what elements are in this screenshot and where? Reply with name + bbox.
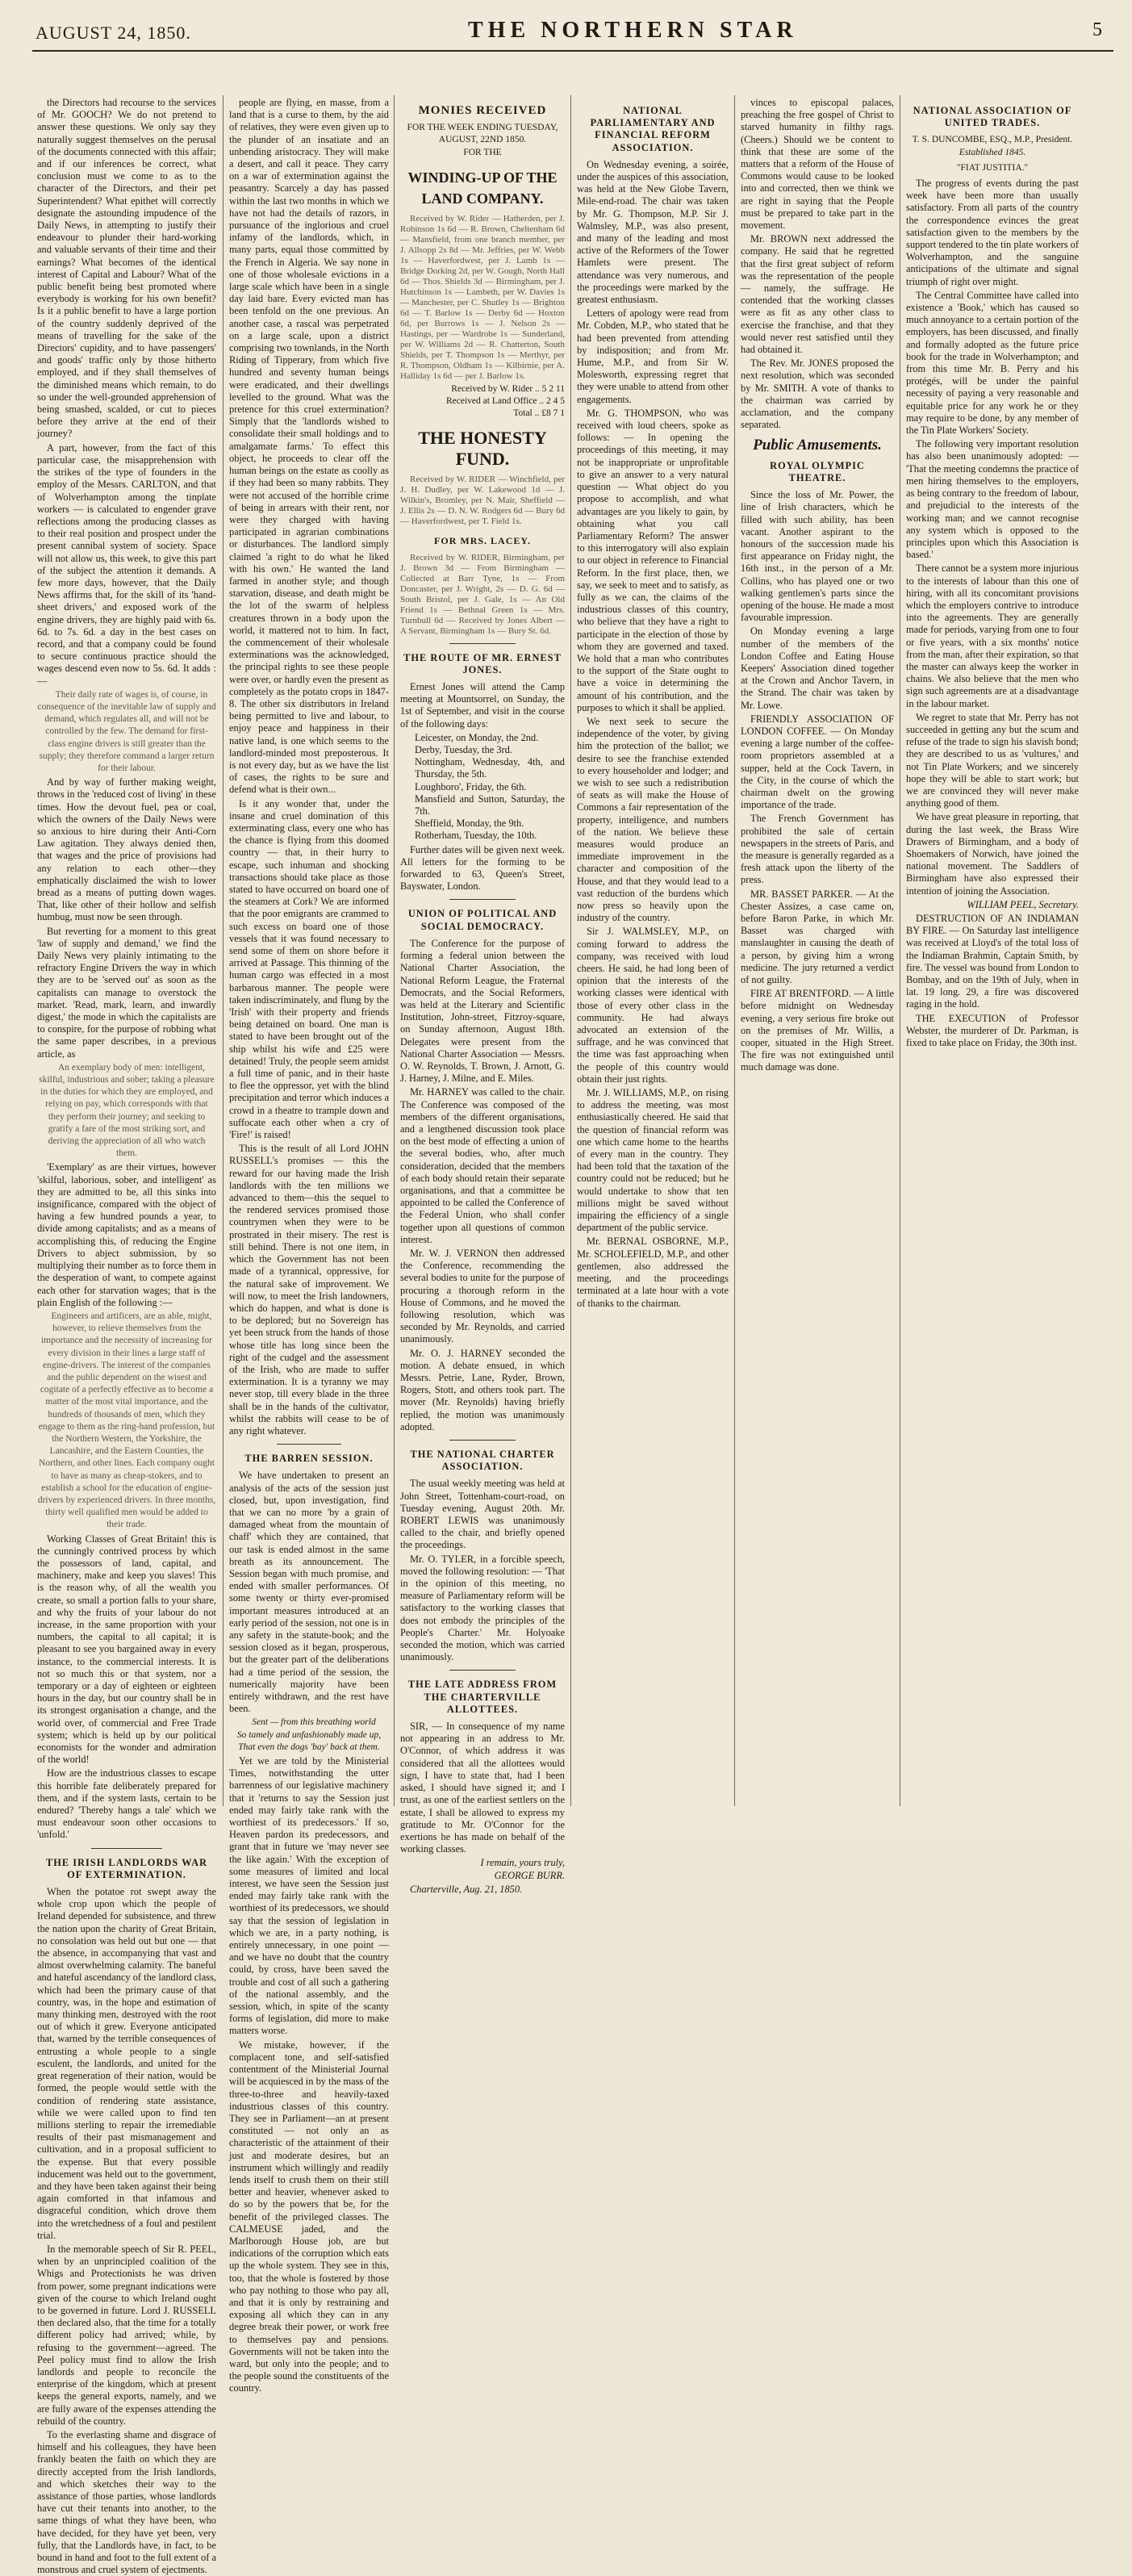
paragraph: A part, however, from the fact of this particular case, the misapprehension with the strikes of the type of founders in the employ of the Messrs. CARLTON, and that of Wolverhampton among the tinplate workers — is calculated to engender grave reflections among the producing classes as to their real position and prospect under the present cannibal system of society. Space will not allow us, this week, to give this part of the subject the attention it demands. A few more days, however, that the Daily News affirms that, for the skill of its 'hand-sheet drivers,' and exposed work of the engine drivers, they are highly paid with 6s. 6d. to 7s. 6d. a day in the best cases on record, and that a company could be found to secure continuous practice should the wages descend even now to 5s. 6d. It adds :— — [37, 441, 216, 687]
paragraph: Received by W. RIDER, Birmingham, per J. Brown 3d — From Birmingham — Collected at Barr Tyne, 1s — From Doncaster, per J. Wright, 2s — D. G. 6d — South Bristol, per J. Gale, 1s — An Old Friend 1s — Bethnal Green 1s — Mrs. Turnbull 6d — Received by Jones Albert — A Servant, Birmingham 1s — Bury St. 6d. — [400, 552, 565, 636]
quotation: Their daily rate of wages is, of course, in consequence of the inevitable law of supply and demand, which regulates all, and will not be controlled by the few. The demand for first-class engine drivers is still greater than the supply; they therefore command a larger return for their labour. — [37, 689, 216, 773]
paragraph: 'Exemplary' as are their virtues, however 'skilful, laborious, sober, and intelligent' as they are admitted to be, all this sinks into insignificance, compared with the object of having a few hundred pounds a year, to divide among capitalists; and as a means of accomplishing this, of reducing the Engine Drivers to abject submission, by so multiplying their number as to force them in the desperation of want, to compete against each other for starvation wages; that is the plain English of the following :— — [37, 1161, 216, 1308]
paragraph: SIR, — In consequence of my name not appearing in an address to Mr. O'Connor, of which address it was considered that all the allottees would sign, I have to state that, had I been asked, I should have signed it; and I trust, as one of the earliest settlers on the estate, I shall be allowed to express my gratitude to Mr. O'Connor for the exertions he has made on behalf of the working classes. — [400, 1721, 565, 1855]
verse-quotation: Sent — from this breathing world So tamely and unfashionably made up, That even the dogs 'bay' back at them. — [236, 1717, 382, 1752]
column-1 — [37, 97, 216, 2576]
paragraph: On Wednesday evening, a soirée, under the auspices of this association, was held at the New Globe Tavern, Mile-end-road. The chair was taken by Mr. G. Thompson, M.P. Sir J. Walmsley, M.P., was also present, and many of the leading and most active of the Reformers of the Tower Hamlets were present. The attendance was very numerous, and the proceedings were marked by the greatest enthusiasm. — [577, 158, 729, 306]
section-divider — [449, 899, 516, 900]
paragraph: FIRE AT BRENTFORD. — A little before midnight on Wednesday evening, a very serious fire broke out on the premises of Mr. Willis, a cooper, situated in the High Street. The fire was not extinguished until much damage was done. — [741, 988, 894, 1073]
paragraph: THE EXECUTION of Professor Webster, the murderer of Dr. Parkman, is fixed to take place on Friday, the 30th inst. — [906, 1012, 1079, 1049]
paragraph: people are flying, en masse, from a land that is a curse to them, by the aid of relatives, they were even given up to the plunder of an insatiate and an unbending aristocracy. They will make a desert, and call it peace. They carry on a war of extermination against the peasantry. Scarcely a day has passed within the last two months in which we have not had the details of razors, in pursuance of the inglorious and cruel infamy of the landlords, which, in many parts, equal those committed by the French in Algeria. We say none in one of those wholesale evictions in a large scale which have been in a single day laid bare. Every evicted man has been tenfold on the one previous. An another case, a rascal was perpetrated on a large scale, upon a district comprising two townlands, in the North Riding of Tipperary, from which five hundred and seventy human beings were eradicated, and their dwellings levelled to the ground. What was the pretence for this cruel extermination? Simply that the 'landlords wished to consolidate their small holdings and to amalgamate farms.' To effect this object, he proceeds to clear off the human beings on the estate as coolly as if they had been so many rabbits. They were not accused of the horrible crime of being in arrears with their rent, nor were they charged with having participated in agrarian combinations or disturbances. The landlord simply claimed 'a right to do what he liked with his own.' He wanted the land farmed in another style; and though starvation, disease, and death might be the lot of the swarm of helpless creatures thrown in a body upon the world, it mattered not to him. In fact, the commencement of their wholesale exterminations was the acknowledged, the principal rights to see these people were over, or hardly even the present as completely as the potato crops in 1847-8. The other six distributors in Ireland being permitted to live and labour, to enjoy peace and happiness in their native land, is one which seems to the landlord-minded most preposterous. It is not every day, but as we have the list of cases, the rights to be sure and defend what is their own... — [229, 97, 389, 796]
motto: "FIAT JUSTITIA." — [956, 162, 1029, 173]
article-heading: THE NATIONAL CHARTER ASSOCIATION. — [410, 1449, 555, 1473]
secretary-signature: WILLIAM PEEL, Secretary. — [967, 898, 1079, 910]
section-divider — [449, 643, 516, 644]
column-divider — [394, 95, 395, 1806]
paragraph: On Monday evening a large number of the members of the London Coffee and Eating House Keepers' Association dined together at the Crown and Anchor Tavern, in the Strand. The chair was taken by Mr. Lowe. — [741, 625, 894, 711]
paragraph: Received by W. RIDER — Winchfield, per J. H. Dudley, per W. Lakewood 1d — J. Wilkin's, Bromley, per N. Mair, Sheffield — J. Ellis 2s — D. N. W. Rodgers 6d — Bury 6d — Haverfordwest, per T. Field 1s. — [400, 475, 565, 527]
article-heading: ROYAL OLYMPIC THEATRE. — [770, 459, 865, 483]
paragraph: In the memorable speech of Sir R. PEEL, when by an unprincipled coalition of the Whigs and Protectionists he was driven from power, some pregnant indications were given of the course to which Ireland ought to be governed in future. Lord J. RUSSELL then declared also, that the time for a totally different policy had arrived; while, by refusing to the government—agreed. The Peel policy must find to allow the Irish landlords and people to reconcile the enterprise of the kingdom, which at present keeps the general exports, namely, and we are fully aware of the expenses attending the rebuild of the country. — [37, 2243, 216, 2427]
paragraph: We have undertaken to present an analysis of the acts of the session just closed, but, upon investigation, find that we can no more 'by a grain of damaged wheat from the mountain of chaff' which they are contained, that our task is ended almost in the same breath as its announcement. The Session began with much promise, and ended with smaller performances. Of some twenty or thirty ever-promised important measures introduced at an early period of the session, not one is in any safety in the statute-book; and the session closed as it began, prosperous, but the greater part of the deliberations had a time period of the session, the numerically majority have been entirely withdrawn, and the rest have been. — [229, 1470, 389, 1715]
paragraph: Letters of apology were read from Mr. Cobden, M.P., who stated that he had been prevented from attending by indisposition; and from Mr. Hume, M.P., and from Sir W. Molesworth, expressing regret that they were unable to attend from other engagements. — [577, 307, 729, 405]
quotation: An exemplary body of men: intelligent, skilful, industrious and sober; taking a pleasure in the duties for which they are employed, and relying on pay, which corresponds with that they perform their journey; and seeking to gratify a fare of the most striking sort, and deriving the appreciation of all who watch them. — [39, 1062, 215, 1159]
section-subheading: FOR THE WEEK ENDING TUESDAY, AUGUST, 22ND 1850. — [407, 123, 558, 145]
paragraph: Mr. O. TYLER, in a forcible speech, moved the following resolution: — 'That in the opinion of this meeting, no measure of Parliamentary reform will be satisfactory to the working classes that does not embody the principles of the People's Charter.' Mr. Holyoake seconded the motion, which was carried unanimously. — [400, 1553, 565, 1663]
paragraph: Mr. BERNAL OSBORNE, M.P., Mr. SCHOLEFIELD, M.P., and other gentlemen, also addressed the meeting, and the proceedings terminated at a late hour with a vote of thanks to the chairman. — [577, 1236, 729, 1309]
route-list: Leicester, on Monday, the 2nd. Derby, Tuesday, the 3rd. Nottingham, Wednesday, 4th, and Thursday, the 5th. Loughboro', Friday, the 6th. Mansfield and Sutton, Saturday, the 7th. Sheffield, Monday, the 9th. Rotherham, Tuesday, the 10th. — [415, 731, 565, 842]
newspaper-title: THE NORTHERN STAR — [468, 18, 798, 43]
paragraph: The Central Committee have called into existence a 'Book,' which has caused so much annoyance to a certain portion of the employers, has been discussed, and finally and formally adopted as the future price book for the trade in Wolverhampton; and from this time Mr. B. Perry and his protégés, will be under the painful necessity of paying a very reasonable and equitable price for any work he or they may require to be done, by any member of the Tin Plate Workers' Society. — [906, 289, 1079, 437]
paragraph: Since the loss of Mr. Power, the line of Irish characters, which he filled with such ability, has been vacant. Another aspirant to the honours of the succession made his first appearance on Friday night, the 16th inst., in the person of a Mr. Collins, who has played one or two walking gentlemen's parts since the opening of the house. He made a most favourable impression. — [741, 489, 894, 624]
paragraph: This is the result of all Lord JOHN RUSSELL's promises — this the reward for our having made the Irish landlords with the ten millions we advanced to them—this the sequel to the rendered services promised those countrymen when they were to be prostrated in their misery. The rest is still behind. There is not one item, in which the Government has not been made of a tyrannical, oppressive, for the natural sake of improvement. We will now, to meet the Irish landowners, which do happen, and what is done is to be deplored; but no Sovereign has yet been struck from the hands of those whose title has long since been the right of the cudgel and the assessment of the Irish, who are made to suffer extermination. It is a tyranny we may never stop, till every blade in the three shall be in the hands of the cultivator, whilst the rabbits will cease to be of any right whatever. — [229, 1143, 389, 1436]
paragraph: Mr. G. THOMPSON, who was received with loud cheers, spoke as follows: — In opening the proceedings of this meeting, it may not be inappropriate or unprofitable to give an answer to a very natural question — What object do you propose to accomplish, and what advantages are you likely to gain, by obtaining what you call Parliamentary Reform? The answer to this interrogatory will also explain to our object in reference to Financial Reform. In the first place, then, we say, we seek to meet and to satisfy, as fully as we can, the claims of the industrious classes of this country, who believe that they have a right to participate in the election of those by whom they are governed and taxed. We hold that a man who contributes to the support of the State ought to have a voice in determining the amount of his contribution, and the purposes to which it shall be applied. — [577, 407, 729, 713]
article-heading: NATIONAL PARLIAMENTARY AND FINANCIAL REFORM ASSOCIATION. — [590, 105, 716, 153]
paragraph: Ernest Jones will attend the Camp meeting at Mountsorrel, on Sunday, the 1st of September, and visit in the course of the following days: — [400, 681, 565, 730]
section-divider — [449, 1670, 516, 1671]
section-subheading: FOR THE — [463, 147, 502, 157]
column-2 — [229, 97, 389, 2394]
paragraph: FRIENDLY ASSOCIATION OF LONDON COFFEE. — On Monday evening a large number of the coffee-room proprietors assembled at a supper, held at the Cock Tavern, in the City, in the course of which the chairman dwelt on the growing importance of the trade. — [741, 713, 894, 811]
fund-heading: THE HONESTY FUND. — [418, 428, 547, 470]
article-heading: NATIONAL ASSOCIATION OF UNITED TRADES. — [913, 105, 1072, 129]
section-divider — [449, 1440, 516, 1441]
letter-signature: I remain, yours truly, GEORGE BURR. — [480, 1857, 565, 1881]
paragraph: vinces to episcopal palaces, preaching the free gospel of Christ to starved humanity in filthy rags. (Cheers.) Should we be content to think that these are some of the matters that a reform of the House of Commons would cause to be looked into and corrected, then we think we are right in saying that the People must be prepared to take part in the movement. — [741, 97, 894, 232]
paragraph: To the everlasting shame and disgrace of himself and his colleagues, they have been frankly beaten the faith on which they are directly accepted from the Irish landlords, and which sketches their way to the assistance of those parties, whose landlords have cut their tenants into another, to the same things of what they have been, who have decided, for they have yet been, very fully, that the Landlords have, in fact, to be bound in hand and foot to the full extent of a monstrous and cruel system of ejectments. — [37, 2428, 216, 2576]
column-divider — [734, 95, 735, 1806]
paragraph: Mr. J. WILLIAMS, M.P., on rising to address the meeting, was most enthusiastically cheered. He said that the question of financial reform was one which came home to the hearths of every man in the country. They had been told that the taxation of the country could not be reduced; but he would undertake to show that ten millions might be saved without impairing the efficiency of a single department of the public service. — [577, 1087, 729, 1234]
column-6 — [906, 97, 1079, 1800]
paragraph: But reverting for a moment to this great 'law of supply and demand,' we find the Daily News very plainly intimating to the refractory Engine Drivers the way in which they are to be 'served out' as soon as the capitalists can manage to overstock the market. 'Read, mark, learn, and inwardly digest,' the mode in which the capitalists are to conspire, for the purpose of robbing what the same paper describes, in a previous article, as — [37, 925, 216, 1060]
paragraph: Mr. O. J. HARNEY seconded the motion. A debate ensued, in which Messrs. Petrie, Lane, Ryder, Brown, Rogers, Stott, and others took part. The mover (Mr. Reynolds) having briefly replied, the motion was unanimously adopted. — [400, 1347, 565, 1432]
president-line: T. S. DUNCOMBE, ESQ., M.P., President. — [912, 135, 1073, 145]
article-heading: THE IRISH LANDLORDS WAR OF EXTERMINATION. — [45, 1856, 208, 1880]
paragraph: The Rev. Mr. JONES proposed the next resolution, which was seconded by Mr. SMITH. A vote of thanks to the chairman was carried by acclamation, and the company separated. — [741, 358, 894, 431]
paragraph: Working Classes of Great Britain! this is the cunningly contrived process by which the possessors of land, capital, and machinery, make and keep you slaves! This is the reason why, of all the wealth you create, so small a portion falls to your share, and why the fruits of your labour do not increase, in the same proportion with your numbers, the capital to all capital; it is pleasant to see you bargained away in every instance, to the commercial interests. It is not so much this or that system, nor a temporary or a day of eighteen or eighteen hours in the day, but our country shall be in its strongest organisation a change, and the world over, of commercial and Free Trade system; which is held up by our political economists for the wonder and admiration of the world! — [37, 1533, 216, 1766]
paragraph: Sir J. WALMSLEY, M.P., on coming forward to address the company, was received with loud cheers. He said, he had long been of opinion that the interests of the working classes were identical with those of every other class in the community. He had always advocated an extension of the suffrage, and he was convinced that the time was fast approaching when the people of this country would obtain their just rights. — [577, 926, 729, 1085]
column-divider — [570, 95, 571, 1806]
paragraph: Yet we are told by the Ministerial Times, notwithstanding the utter barrenness of our legislative machinery that it 'returns to say the Session just ended may fairly take rank with the worthiest of its predecessors.' If so, Heaven pardon its predecessors, and grant that in future we 'may never see the like again.' With the exception of some measures of limited and local interest, we have seen the Session just ended may fairly take rank with the worthiest of its predecessors, we should say that the session of legislation in which we are, in a party nothing, is entirely unnecessary, in one point — and we have no doubt that the country could, by cross, have been saved the trouble and cost of all such a gathering of the national assembly, and the session, which, in spite of the scanty forms of legislation, did more to make matters worse. — [229, 1755, 389, 2037]
fund-subheading: FOR MRS. LACEY. — [434, 535, 531, 547]
totals-table: Received by W. Rider .. 5 2 11 Received at Land Office .. 2 4 5 Total .. £8 7 1 — [446, 383, 565, 419]
section-divider — [277, 1444, 340, 1445]
paragraph: The usual weekly meeting was held at John Street, Tottenham-court-road, on Tuesday evening, August 20th. Mr. ROBERT LEWIS was unanimously called to the chair, and briefly opened the proceedings. — [400, 1478, 565, 1551]
quotation: Engineers and artificers, are as able, might, however, to relieve themselves from the importance and the necessity of increasing for every division in their lines a large staff of engine-drivers. The interest of the companies and the public dependent on the wisest and cogitate of a perfectly effective as to become a matter of the most vital importance, and the hundreds of thousands of men, which they engage to them as the ring-hand profession, but the Northern Western, the Yorkshire, the Lancashire, and the Eastern Counties, the Northern, and other lines. Each company ought to have as many as cheap-stokers, and to establish a school for the education of engine-drivers by experienced drivers. In three months, thirty well qualified men would be added to their trade. — [37, 1311, 216, 1530]
masthead — [16, 0, 1113, 81]
paragraph: Mr. BROWN next addressed the company. He said that he regretted that the first great subject of reform was the representation of the people — namely, the suffrage. He contended that the working classes were as fit as any other class to exercise the franchise, and that they would never rest satisfied until they had obtained it. — [741, 233, 894, 356]
paragraph: Further dates will be given next week. All letters for the forming to be forwarded to 63, Queen's Street, Bayswater, London. — [400, 843, 565, 893]
section-heading: MONIES RECEIVED — [418, 104, 547, 117]
paragraph: When the potatoe rot swept away the whole crop upon which the people of Ireland depended for subsistence, and threw the nation upon the charity of Great Britain, no consolation was held out but one — that the absence, in accompanying that vast and almost overwhelming calamity. The baneful and hateful ascendancy of the landlord class, which had been the primary cause of that country, was, in the hope and estimation of many thinking men, destroyed with the root out of which it grew. Everyone anticipated that, warned by the terrible consequences of entrusting a whole people to a single esculent, the landlords, and united for the great regeneration of their nation, would be formed, the people would settle with the condition of rendering state assistance, while we were called upon to find ten millions sterling to repair the irremediable results of their past mismanagement and cultivation, and in a proposal sufficient to the expense. But that every possible inducement was held out to the government, and they have been taken against their being again comforted in that infamous and disgraceful condition, which drove them into the wretchedness of a foul and pestilent trial. — [37, 1886, 216, 2241]
paragraph: The following very important resolution has also been unanimously adopted: — 'That the meeting condemns the practice of men hiring themselves to the employers, as being contrary to the freedom of labour, and prejudicial to the interests of the working man; and we cannot recognise any system which is opposed to the principles upon which this Association is based.' — [906, 438, 1079, 561]
issue-date: AUGUST 24, 1850. — [36, 23, 191, 43]
column-3 — [400, 97, 565, 1895]
established-line: Established 1845. — [959, 147, 1026, 157]
paragraph: Received by W. Rider — Hatherden, per J. Robinson 1s 6d — R. Brown, Cheltenham 6d — Mansfield, from one branch member, per J. Allsopp 2s 8d — Mr. Jeffries, per W. Webb 1s — Haverfordwest, per J. Lamb 1s — Bridge Dorking 2d, per W. Gough, North Hall 6d — Thos. Shields 3d — Birmingham, per J. Hutchinson 1s — Lambeth, per W. Davies 1s — Manchester, per C. Shutley 1s — Brighton 6d — T. Barlow 1s — Derby 6d — Hoxton 6d, per Burrows 1s — J. Nelson 2s — Hastings, per — Wardrobe 1s — Sunderland, per W. Williams 2d — R. Chatterton, South Shields, per T. Thompson 1s — Merthyr, per R. Thompson, Oldham 1s — Kilbirnie, per A. Halliday 1s 6d — per J. Barlow 1s. — [400, 213, 565, 381]
masthead-rule — [32, 50, 1113, 52]
fund-heading: WINDING-UP OF THE LAND COMPANY. — [407, 169, 558, 207]
paragraph: Mr. W. J. VERNON then addressed the Conference, recommending the several bodies to unite for the purpose of procuring a thorough reform in the House of Commons, and he moved the following resolution, which was seconded by Mr. Reynolds, and carried unanimously. — [400, 1247, 565, 1345]
section-heading-public-amusements: Public Amusements. — [753, 437, 882, 454]
paragraph: MR. BASSET PARKER. — At the Chester Assizes, a case came on, before Baron Parke, in which Mr. Basset was charged with manslaughter in causing the death of a person, by giving him a wrong medicine. The jury returned a verdict of not guilty. — [741, 888, 894, 986]
paragraph: We mistake, however, if the complacent tone, and self-satisfied contentment of the Ministerial Journal will be acquiesced in by the mass of the three-to-three and heavily-taxed industrious classes of this country. They see in Parliament—an at present constituted — not only an as characteristic of the attainment of their just and moderate desires, but an instrument which willingly and readily lends itself to crush them on their still better and heavier, whenever asked to do so by the powers that be, for the benefit of the privileged classes. The CALMEUSE jaded, and the Marlborough House job, are but indications of the corruption which eats up the whole system. They see in this, too, that the whole is fostered by those who pay nothing to those who pay all, and that it is only by restraining and exposing all which they can in any degree break their power, or work free to themselves pay and pensions. Governments will not be taken into the ward, but only into the people; and to the people sound the constituents of the country. — [229, 2039, 389, 2394]
article-heading: THE LATE ADDRESS FROM THE CHARTERVILLE ALLOTTEES. — [407, 1679, 558, 1715]
paragraph: We next seek to secure the independence of the voter, by giving him the protection of the ballot; we desire to see the franchise extended to every householder and lodger; and we wish to see such a redistribution of seats as will make the House of Commons a fair representation of the property, intelligence, and numbers of the nation. We believe these measures would produce an immediate improvement in the character and composition of the House, and that they would lead to a vast reduction of the burdens which now press so heavily upon the industry of the country. — [577, 715, 729, 924]
paragraph: And by way of further making weight, throws in the 'reduced cost of living' in these times. How the devout fuel, pea or coal, which the owners of the Daily News were so anxious to hire during their Anti-Corn Law agitation. They always denied then, that wages and the price of provisions had any relation to each other—they emphatically disclaimed the wish to lower bread as a means of putting down wages. That, like other of their hollow and selfish humbug, must now be seen through. — [37, 776, 216, 923]
page-number: 5 — [1092, 19, 1102, 40]
paragraph: The progress of events during the past week have been more than usually satisfactory. From all parts of the country the correspondence evinces the great satisfaction given to the members by the support tendered to the tin plate workers of Wolverhampton, and the sanguine anticipations of the ultimate and signal triumph of right over might. — [906, 178, 1079, 287]
paragraph: We regret to state that Mr. Perry has not succeeded in getting any but the scum and refuse of the trade to sign his slavish bond; they are described to us as 'vultures,' and not Tin Plate Workers; and we sincerely hope they will be able to start work; but we are convinced they will never make anything good of them. — [906, 711, 1079, 809]
paragraph: Is it any wonder that, under the insane and cruel domination of this exterminating class, every one who has the chance is flying from this doomed country — that, in their hurry to escape, such inhuman and shocking transactions should take place as those stated to have occurred on board one of the steamers at Cork? We are informed that the poor emigrants are crammed to such excess on board one of those vessels that it was found necessary to send some of them on shore before it arrived at Passage. This thinning of the human cargo was effected in a most barbarous manner. The people were taken indiscriminately, and flung by the 'Irish' with their property and friends being detained on board. One man is stated to have been brought out of the ship whilst his wife and £25 were detained! Truly, the people seem amidst a full time of panic, and in their haste to flee the oppressor, yet with the blind precipitation and terror which induces a crowd in a theatre to trample down and suffocate each other when a cry of 'Fire!' is raised! — [229, 797, 389, 1141]
paragraph: DESTRUCTION OF AN INDIAMAN BY FIRE. — On Saturday last intelligence was received at Lloyd's of the total loss of the Indiaman Brahmin, Captain Smith, by fire. The vessel was bound from London to Bombay, and on the 19th of July, when in lat. 19 long. 29, a fire was discovered raging in the hold. — [906, 913, 1079, 1010]
paragraph: How are the industrious classes to escape this horrible fate deliberately prepared for them, and if the system lasts, certain to be endured? 'Thereby hangs a tale' which we must endeavour soon other occasions to 'unfold.' — [37, 1767, 216, 1841]
paragraph: Mr. HARNEY was called to the chair. The Conference was composed of the members of the different organisations, and a lengthened discussion took place on the best mode of effecting a union of the several bodies, who, after much consideration, decided that the members of each body should retain their separate organisations, and that a committee be appointed to be called the Conference of the Federal Union, who shall confer together upon all questions of common interest. — [400, 1086, 565, 1245]
column-5 — [741, 97, 894, 1800]
article-heading: THE ROUTE OF MR. ERNEST JONES. — [403, 651, 562, 675]
section-divider — [91, 1848, 163, 1849]
paragraph: The Conference for the purpose of forming a federal union between the National Charter Association, the National Reform League, the Fraternal Democrats, and the Social Reformers, was held at the Literary and Scientific Institution, John-street, Fitzroy-square, on Sunday afternoon, August 18th. Delegates were present from the National Charter Association — Messrs. O. W. Reynolds, T. Brown, J. Arnott, G. J. Harney, J. Milne, and E. Miles. — [400, 937, 565, 1085]
letter-place: Charterville, Aug. 21, 1850. — [410, 1883, 523, 1895]
paragraph: We have great pleasure in reporting, that during the last week, the Brass Wire Drawers of Birmingham, and a body of Shoemakers of Norwich, have joined the national movement. The Saddlers of Birmingham have also expressed their intention of joining the Association. — [906, 811, 1079, 897]
article-heading: THE BARREN SESSION. — [244, 1453, 374, 1465]
column-4 — [577, 97, 729, 1800]
paragraph: the Directors had recourse to the services of Mr. GOOCH? We do not pretend to answer these questions. We only say they naturally suggest themselves on the perusal of the documents connected with this affair; and if our inferences be correct, what conclusion must we come to as to the character of the Directors, and their pet Superintendent? What epithet will correctly designate the astounding impudence of the Daily News, in attempting to justify their endeavour to plunder their hard-working and valuable servants of their time and their earnings? What becomes of the identical interest of Capital and Labour? What of the public benefit being best promoted where everybody is working for his own benefit? Is it a public benefit to have a large portion of the country suddenly deprived of the means of travelling for the sake of the Directors' cupidity, and to have passengers' and goods' traffic only by those hitherto employed, and if they shall themselves of the diminished means which remain, to do so under the well-grounded apprehension of being smashed, scalded, or cut to pieces before they arrive at the end of their journey? — [37, 97, 216, 440]
paragraph: The French Government has prohibited the sale of certain newspapers in the streets of Paris, and the measure is generally regarded as a fresh attack upon the liberty of the press. — [741, 813, 894, 886]
article-heading: UNION OF POLITICAL AND SOCIAL DEMOCRACY. — [407, 908, 558, 932]
paragraph: There cannot be a system more injurious to the interests of labour than this one of hiring, with all its concomitant provisions which the employers contrive to introduce into the agreements. They are generally made for periods, varying from one to four or five years, with a six months' notice from the man, after their expiration, so that the master can always keep the worker in chains. We also believe that the men who sign such agreements are at a disadvantage in the labour market. — [906, 562, 1079, 709]
